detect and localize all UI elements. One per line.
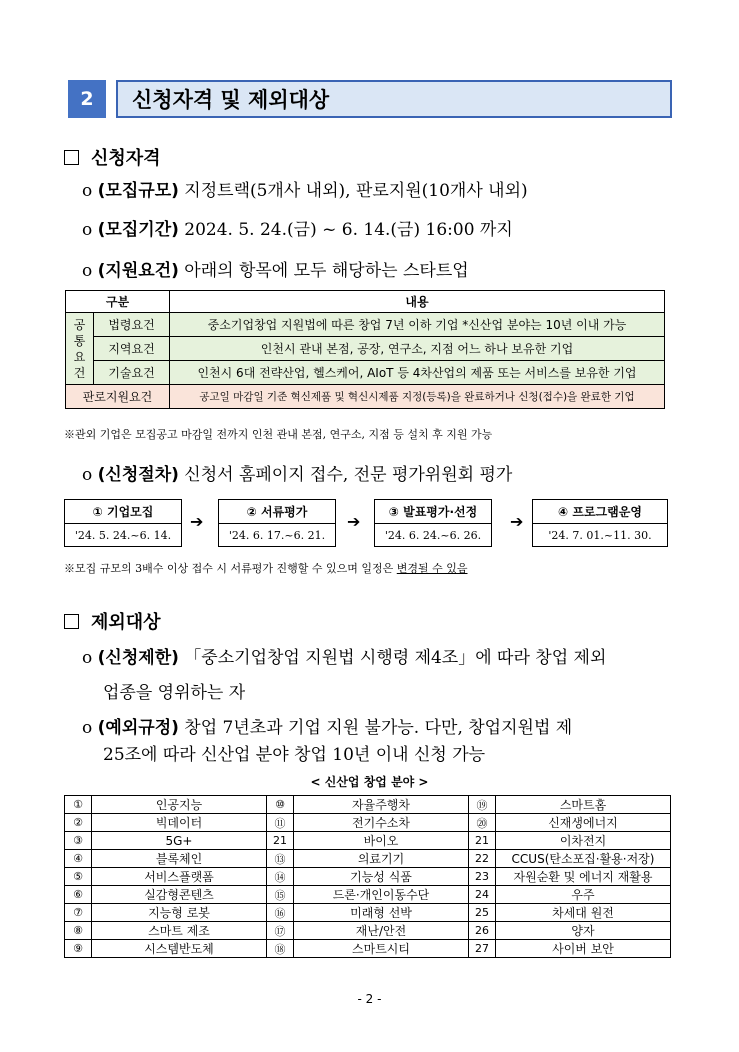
industry-name: 스마트홈 bbox=[496, 796, 671, 814]
table-row bbox=[65, 814, 671, 832]
industry-number: ⑭ bbox=[267, 868, 294, 886]
industry-number: ⑱ bbox=[267, 940, 294, 958]
table-row bbox=[65, 922, 671, 940]
industry-number: 21 bbox=[469, 832, 496, 850]
industry-name: 전기수소차 bbox=[294, 814, 469, 832]
section-number: 2 bbox=[68, 80, 106, 118]
industry-number: ⑥ bbox=[65, 886, 92, 904]
recruit-period-line: o (모집기간) 2024. 5. 24.(금) ~ 6. 14.(금) 16:00 까지 bbox=[82, 220, 513, 240]
industry-name: 이차전지 bbox=[496, 832, 671, 850]
table-row bbox=[65, 904, 671, 922]
industry-name: 시스템반도체 bbox=[92, 940, 267, 958]
note-schedule: ※모집 규모의 3배수 이상 접수 시 서류평가 진행할 수 있으며 일정은 변경될 수 있음 bbox=[64, 562, 468, 575]
common-requirement-label: 공 통 요 건 bbox=[66, 313, 94, 385]
eligibility-heading: 신청자격 bbox=[64, 144, 161, 170]
table-cell: 중소기업창업 지원법에 따른 창업 7년 이하 기업 *신산업 분야는 10년 이내 가능 bbox=[170, 313, 665, 337]
table-row-label: 법령요건 bbox=[94, 313, 170, 337]
industry-name: 차세대 원전 bbox=[496, 904, 671, 922]
industry-number: 23 bbox=[469, 868, 496, 886]
industry-name: 양자 bbox=[496, 922, 671, 940]
industry-name: 사이버 보안 bbox=[496, 940, 671, 958]
table-row-label: 판로지원요건 bbox=[66, 385, 170, 409]
industry-name: 의료기기 bbox=[294, 850, 469, 868]
exclusion-heading: 제외대상 bbox=[64, 608, 161, 634]
industry-number: ④ bbox=[65, 850, 92, 868]
restriction-line: o (신청제한) 「중소기업창업 지원법 시행령 제4조」에 따라 창업 제외 bbox=[82, 648, 607, 668]
procedure-line: o (신청절차) 신청서 홈페이지 접수, 전문 평가위원회 평가 bbox=[82, 465, 513, 485]
process-step: ① 기업모집 '24. 5. 24.~6. 14. bbox=[64, 499, 182, 547]
table-header: 내용 bbox=[170, 291, 665, 313]
checkbox-square-icon bbox=[64, 614, 79, 629]
industry-name: 실감형콘텐츠 bbox=[92, 886, 267, 904]
industry-number: ⑨ bbox=[65, 940, 92, 958]
table-cell: 인천시 6대 전략산업, 헬스케어, AIoT 등 4차산업의 제품 또는 서비스를 보유한 기업 bbox=[170, 361, 665, 385]
industry-table-caption: < 신산업 창업 분야 > bbox=[310, 775, 429, 789]
arrow-right-icon: ➔ bbox=[190, 512, 204, 531]
industry-number: 27 bbox=[469, 940, 496, 958]
industry-number: ① bbox=[65, 796, 92, 814]
table-row bbox=[65, 832, 671, 850]
section-title: 신청자격 및 제외대상 bbox=[116, 80, 672, 118]
industry-table bbox=[64, 795, 671, 958]
industry-number: ③ bbox=[65, 832, 92, 850]
industry-number: ⑧ bbox=[65, 922, 92, 940]
process-step: ③ 발표평가·선정 '24. 6. 24.~6. 26. bbox=[374, 499, 492, 547]
industry-name: 블록체인 bbox=[92, 850, 267, 868]
table-cell: 인천시 관내 본점, 공장, 연구소, 지점 어느 하나 보유한 기업 bbox=[170, 337, 665, 361]
industry-number: ⑪ bbox=[267, 814, 294, 832]
process-step: ④ 프로그램운영 '24. 7. 01.~11. 30. bbox=[532, 499, 668, 547]
industry-name: 기능성 식품 bbox=[294, 868, 469, 886]
industry-number: 22 bbox=[469, 850, 496, 868]
industry-number: 26 bbox=[469, 922, 496, 940]
industry-name: 스마트시티 bbox=[294, 940, 469, 958]
table-cell: 공고일 마감일 기준 혁신제품 및 혁신시제품 지정(등록)을 완료하거나 신청(접수)을 완료한 기업 bbox=[170, 385, 665, 409]
arrow-right-icon: ➔ bbox=[510, 512, 524, 531]
industry-name: 우주 bbox=[496, 886, 671, 904]
industry-name: 바이오 bbox=[294, 832, 469, 850]
table-row-label: 기술요건 bbox=[94, 361, 170, 385]
industry-number: ⑦ bbox=[65, 904, 92, 922]
industry-number: ⑲ bbox=[469, 796, 496, 814]
table-row bbox=[65, 868, 671, 886]
industry-number: ⑮ bbox=[267, 886, 294, 904]
table-row bbox=[65, 940, 671, 958]
industry-name: 자율주행차 bbox=[294, 796, 469, 814]
requirement-line: o (지원요건) 아래의 항목에 모두 해당하는 스타트업 bbox=[82, 261, 469, 281]
industry-name: 스마트 제조 bbox=[92, 922, 267, 940]
industry-number: 25 bbox=[469, 904, 496, 922]
exception-line: o (예외규정) 창업 7년초과 기업 지원 불가능. 다만, 창업지원법 제 bbox=[82, 718, 573, 738]
table-row bbox=[65, 850, 671, 868]
industry-number: ⑰ bbox=[267, 922, 294, 940]
industry-name: 빅데이터 bbox=[92, 814, 267, 832]
industry-name: 자원순환 및 에너지 재활용 bbox=[496, 868, 671, 886]
industry-number: ② bbox=[65, 814, 92, 832]
industry-number: 21 bbox=[267, 832, 294, 850]
industry-name: CCUS(탄소포집·활용·저장) bbox=[496, 850, 671, 868]
industry-name: 5G+ bbox=[92, 832, 267, 850]
industry-number: ⑬ bbox=[267, 850, 294, 868]
requirement-table bbox=[65, 290, 665, 409]
exception-line-2: 25조에 따라 신산업 분야 창업 10년 이내 신청 가능 bbox=[103, 745, 486, 765]
recruit-scale-line: o (모집규모) 지정트랙(5개사 내외), 판로지원(10개사 내외) bbox=[82, 181, 528, 201]
process-step: ② 서류평가 '24. 6. 17.~6. 21. bbox=[218, 499, 336, 547]
note-outside-companies: ※관외 기업은 모집공고 마감일 전까지 인천 관내 본점, 연구소, 지점 등 설치 후 지원 가능 bbox=[64, 428, 493, 441]
industry-name: 미래형 선박 bbox=[294, 904, 469, 922]
table-row bbox=[65, 796, 671, 814]
industry-number: ⑩ bbox=[267, 796, 294, 814]
industry-name: 재난/안전 bbox=[294, 922, 469, 940]
industry-number: ⑤ bbox=[65, 868, 92, 886]
table-header: 구분 bbox=[66, 291, 170, 313]
table-row bbox=[65, 886, 671, 904]
industry-number: 24 bbox=[469, 886, 496, 904]
industry-name: 드론·개인이동수단 bbox=[294, 886, 469, 904]
industry-name: 신재생에너지 bbox=[496, 814, 671, 832]
table-row-label: 지역요건 bbox=[94, 337, 170, 361]
restriction-line-2: 업종을 영위하는 자 bbox=[103, 683, 246, 703]
industry-number: ⑳ bbox=[469, 814, 496, 832]
checkbox-square-icon bbox=[64, 150, 79, 165]
industry-name: 서비스플랫폼 bbox=[92, 868, 267, 886]
industry-number: ⑯ bbox=[267, 904, 294, 922]
industry-name: 인공지능 bbox=[92, 796, 267, 814]
page-number: - 2 - bbox=[357, 992, 382, 1006]
industry-name: 지능형 로봇 bbox=[92, 904, 267, 922]
arrow-right-icon: ➔ bbox=[347, 512, 361, 531]
